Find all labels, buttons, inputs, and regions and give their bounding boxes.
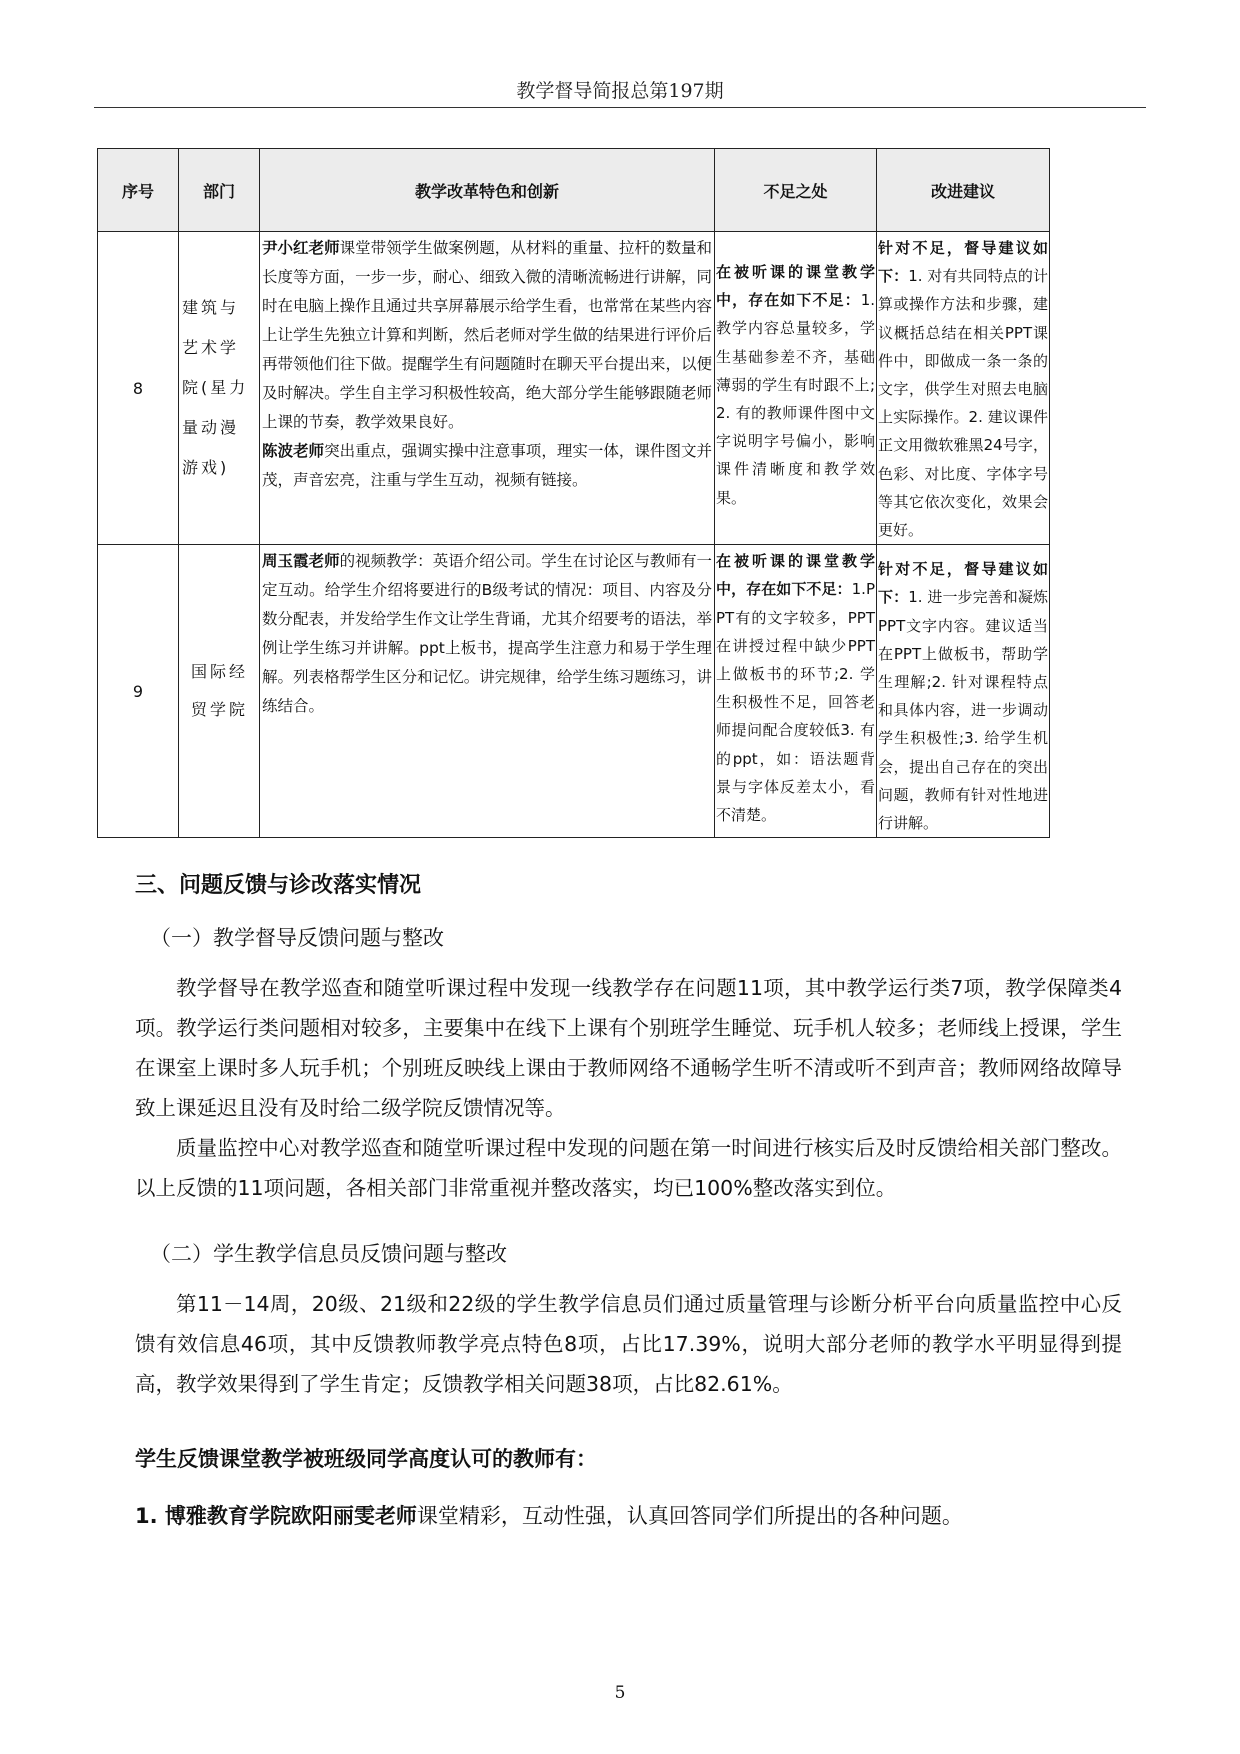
shortcomings-text: 1. 教学内容总量较多，学生基础参差不齐，基础薄弱的学生有时跟不上;2. 有的教师课件图中文字说明字号偏小，影响课件清晰度和教学效果。 — [716, 291, 875, 507]
paragraph: 第11－14周，20级、21级和22级的学生教学信息员们通过质量管理与诊断分析平台向质量监控中心反馈有效信息46项，其中反馈教师教学亮点特色8项，占比17.39%，说明大部分老师的教学水平明显得到提高，教学效果得到了学生肯定；反馈教学相关问题38项，占比82.61%。 — [135, 1292, 1122, 1396]
teaching-review-table — [97, 148, 1050, 838]
row-suggestions — [877, 545, 1050, 838]
suggestions-lead: 针对不足，督导建议如下： — [878, 560, 1048, 607]
paragraph: 教学督导在教学巡查和随堂听课过程中发现一线教学存在问题11项，其中教学运行类7项，教学保障类4项。教学运行类问题相对较多，主要集中在线下上课有个别班学生睡觉、玩手机人较多；老师线上授课，学生在课室上课时多人玩手机；个别班反映线上课由于教师网络不通畅学生听不清或听不到声音；教师网络故障导致上课延迟且没有及时给二级学院反馈情况等。 — [135, 976, 1122, 1120]
col-header-features: 教学改革特色和创新 — [260, 149, 715, 232]
section-title: 三、问题反馈与诊改落实情况 — [135, 873, 422, 898]
row-shortcomings — [715, 545, 877, 838]
row-department: 国际经贸学院 — [179, 545, 260, 838]
teacher-name: 尹小红老师 — [262, 239, 340, 257]
header-divider — [94, 107, 1146, 108]
row-features — [260, 232, 715, 545]
teacher-name: 周玉霞老师 — [262, 552, 340, 571]
praise-item-text: 课堂精彩，互动性强，认真回答同学们所提出的各种问题。 — [416, 1504, 963, 1528]
shortcomings-text: 1.PPT有的文字较多，PPT在讲授过程中缺少PPT上做板书的环节;2. 学生积极性不足，回答老师提问配合度较低3. 有的ppt，如：语法题背景与字体反差太小，看不清楚。 — [716, 580, 875, 825]
col-header-shortcomings: 不足之处 — [715, 149, 877, 232]
table-row — [98, 545, 1050, 838]
page-header: 教学督导简报总第197期 — [516, 80, 724, 102]
table-header-row — [98, 149, 1050, 232]
row-shortcomings — [715, 232, 877, 545]
shortcomings-lead: 在被听课的课堂教学中，存在如下不足： — [716, 552, 875, 599]
praise-item-lead: 1. 博雅教育学院欧阳丽雯老师 — [135, 1504, 417, 1528]
suggestions-lead: 针对不足，督导建议如下： — [878, 239, 1048, 286]
shortcomings-lead: 在被听课的课堂教学中，存在如下不足： — [716, 263, 875, 310]
row-number: 8 — [98, 232, 179, 545]
col-header-number: 序号 — [98, 149, 179, 232]
feature-text: 课堂带领学生做案例题，从材料的重量、拉杆的数量和长度等方面，一步一步，耐心、细致入微的清晰流畅进行讲解，同时在电脑上操作且通过共享屏幕展示给学生看，也常常在某些内容上让学生先独立计算和判断，然后老师对学生做的结果进行评价后再带领他们往下做。提醒学生有问题随时在聊天平台提出来，以便及时解决。学生自主学习积极性较高，绝大部分学生能够跟随老师上课的节奏，教学效果良好。 — [262, 239, 712, 431]
col-header-department: 部门 — [179, 149, 260, 232]
row-suggestions — [877, 232, 1050, 545]
suggestions-text: 1. 对有共同特点的计算或操作方法和步骤，建议概括总结在相关PPT课件中，即做成一条一条的文字，供学生对照去电脑上实际操作。2. 建议课件正文用微软雅黑24号字，色彩、对比度、字体字号等其它依次变化，效果会更好。 — [878, 267, 1048, 540]
suggestions-text: 1. 进一步完善和凝炼PPT文字内容。建议适当在PPT上做板书，帮助学生理解;2. 针对课程特点和具体内容，进一步调动学生积极性;3. 给学生机会，提出自己存在的突出问题，教师有针对性地进行讲解。 — [878, 588, 1048, 833]
teacher-name: 陈波老师 — [262, 442, 325, 460]
subsection-title: （二）学生教学信息员反馈问题与整改 — [150, 1242, 507, 1266]
paragraph: 质量监控中心对教学巡查和随堂听课过程中发现的问题在第一时间进行核实后及时反馈给相关部门整改。以上反馈的11项问题，各相关部门非常重视并整改落实，均已100%整改落实到位。 — [135, 1136, 1122, 1200]
table-row — [98, 232, 1050, 545]
subsection-title: （一）教学督导反馈问题与整改 — [150, 926, 444, 950]
feature-text: 的视频教学：英语介绍公司。学生在讨论区与教师有一定互动。给学生介绍将要进行的B级考试的情况：项目、内容及分数分配表，并发给学生作文让学生背诵，尤其介绍要考的语法，举例让学生练习并讲解。ppt上板书，提高学生注意力和易于学生理解。列表格帮学生区分和记忆。讲完规律，给学生练习题练习，讲练结合。 — [262, 552, 712, 716]
row-number: 9 — [98, 545, 179, 838]
row-department: 建筑与艺术学院(星力量动漫游戏) — [179, 232, 260, 545]
page-number: 5 — [614, 1683, 626, 1703]
praise-item — [135, 1500, 1122, 1530]
row-features — [260, 545, 715, 838]
col-header-suggestions: 改进建议 — [877, 149, 1050, 232]
praise-title: 学生反馈课堂教学被班级同学高度认可的教师有： — [135, 1447, 597, 1471]
feature-text: 突出重点，强调实操中注意事项，理实一体，课件图文并茂，声音宏亮，注重与学生互动，视频有链接。 — [262, 442, 712, 489]
